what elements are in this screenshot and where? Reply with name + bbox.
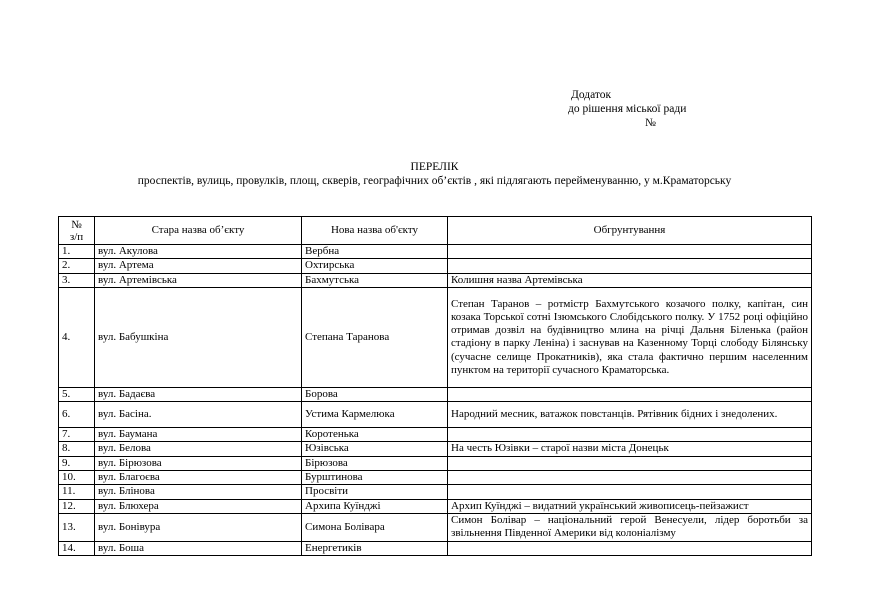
cell-new-name: Вербна <box>302 245 448 259</box>
addendum-line-3: № <box>645 117 656 129</box>
cell-number: 8. <box>59 442 95 456</box>
header-number-line-2: з/п <box>69 230 84 243</box>
table-row <box>59 387 812 401</box>
cell-old-name: вул. Акулова <box>95 245 302 259</box>
cell-number: 5. <box>59 387 95 401</box>
cell-new-name: Степана Таранова <box>302 287 448 387</box>
cell-number: 10. <box>59 471 95 485</box>
header-number <box>59 217 95 245</box>
cell-number: 11. <box>59 485 95 499</box>
addendum-line-1: Додаток <box>571 89 612 101</box>
table-row <box>59 402 812 428</box>
document-title: ПЕРЕЛІК <box>410 161 459 173</box>
cell-reason <box>448 259 812 273</box>
header-number-line-1: № <box>71 218 82 231</box>
table-row <box>59 245 812 259</box>
table-row <box>59 428 812 442</box>
cell-new-name: Охтирська <box>302 259 448 273</box>
cell-reason <box>448 541 812 555</box>
table-row <box>59 273 812 287</box>
cell-old-name: вул. Боша <box>95 541 302 555</box>
cell-new-name: Коротенька <box>302 428 448 442</box>
cell-number: 4. <box>59 287 95 387</box>
cell-old-name: вул. Басіна. <box>95 402 302 428</box>
table-row <box>59 541 812 555</box>
cell-number: 3. <box>59 273 95 287</box>
header-old-name: Стара назва об’єкту <box>95 217 302 245</box>
cell-reason: Архип Куїнджі – видатний український живописець-пейзажист <box>448 499 812 513</box>
cell-old-name: вул. Бадаєва <box>95 387 302 401</box>
table-header-row <box>59 217 812 245</box>
cell-number: 2. <box>59 259 95 273</box>
addendum-line-2: до рішення міської ради <box>568 103 687 115</box>
cell-reason: Колишня назва Артемівська <box>448 273 812 287</box>
table-row <box>59 259 812 273</box>
cell-reason <box>448 456 812 470</box>
header-reason: Обгрунтування <box>448 217 812 245</box>
cell-reason <box>448 387 812 401</box>
cell-number: 9. <box>59 456 95 470</box>
cell-number: 1. <box>59 245 95 259</box>
table-row <box>59 499 812 513</box>
cell-number: 6. <box>59 402 95 428</box>
document-subtitle: проспектів, вулиць, провулків, площ, скверів, географічних об’єктів , які підлягають перейменуванню, у м.Краматорську <box>137 175 732 187</box>
cell-reason <box>448 485 812 499</box>
cell-reason: Симон Болівар – національний герой Венесуели, лідер боротьби за звільнення Південної Америки від колоніалізму <box>448 513 812 541</box>
cell-new-name: Устима Кармелюка <box>302 402 448 428</box>
cell-reason <box>448 471 812 485</box>
cell-new-name: Борова <box>302 387 448 401</box>
cell-new-name: Бахмутська <box>302 273 448 287</box>
cell-new-name: Бірюзова <box>302 456 448 470</box>
header-new-name: Нова назва об'єкту <box>302 217 448 245</box>
table-row <box>59 513 812 541</box>
table-row <box>59 471 812 485</box>
document-heading <box>0 160 869 188</box>
table-row <box>59 456 812 470</box>
cell-old-name: вул. Блінова <box>95 485 302 499</box>
cell-reason <box>448 428 812 442</box>
cell-old-name: вул. Бірюзова <box>95 456 302 470</box>
cell-reason: Степан Таранов – ротмістр Бахмутського козачого полку, капітан, син козака Торської сотні Ізюмського Слобідського полку. У 1752 році офіційно отримав дозвіл на будівництво млина на річці Дальня Біленька (район стадіону в парку Леніна) і заснував на Казенному Торці слободу Білянську (сучасне селище Прокатників), яка стала фактично першим населенним пунктом на території сучасного Краматорська. <box>448 287 812 387</box>
cell-old-name: вул. Бонівура <box>95 513 302 541</box>
cell-number: 13. <box>59 513 95 541</box>
renaming-table <box>58 216 812 556</box>
cell-new-name: Енергетиків <box>302 541 448 555</box>
cell-new-name: Юзівська <box>302 442 448 456</box>
cell-new-name: Симона Болівара <box>302 513 448 541</box>
cell-reason: На честь Юзівки – старої назви міста Донецьк <box>448 442 812 456</box>
cell-reason: Народний месник, ватажок повстанців. Рятівник бідних і знедолених. <box>448 402 812 428</box>
cell-old-name: вул. Белова <box>95 442 302 456</box>
cell-old-name: вул. Артемівська <box>95 273 302 287</box>
cell-old-name: вул. Баумана <box>95 428 302 442</box>
cell-new-name: Архипа Куїнджі <box>302 499 448 513</box>
cell-old-name: вул. Бабушкіна <box>95 287 302 387</box>
cell-new-name: Просвіти <box>302 485 448 499</box>
cell-number: 7. <box>59 428 95 442</box>
table-row <box>59 287 812 387</box>
table-row <box>59 485 812 499</box>
cell-new-name: Бурштинова <box>302 471 448 485</box>
cell-old-name: вул. Артема <box>95 259 302 273</box>
cell-old-name: вул. Благоєва <box>95 471 302 485</box>
cell-number: 14. <box>59 541 95 555</box>
cell-old-name: вул. Блюхера <box>95 499 302 513</box>
cell-reason <box>448 245 812 259</box>
table-row <box>59 442 812 456</box>
addendum-block <box>568 88 686 130</box>
cell-number: 12. <box>59 499 95 513</box>
table-body <box>59 245 812 556</box>
